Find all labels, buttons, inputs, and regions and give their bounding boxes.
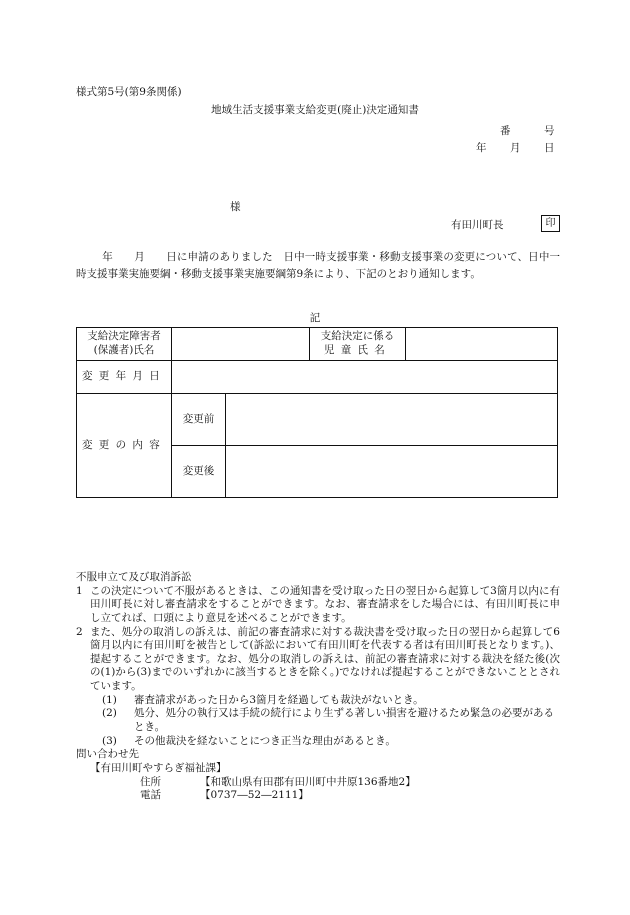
number-suffix: 号 — [544, 125, 555, 137]
seal-stamp: 印 — [541, 215, 560, 232]
change-date-value — [172, 361, 558, 394]
table-row — [77, 394, 558, 446]
change-content-label: 変更の内容 — [77, 394, 172, 498]
after-value — [226, 446, 558, 498]
contact-heading: 問い合わせ先 — [76, 748, 139, 761]
decision-table — [76, 327, 558, 498]
list-item: 1 この決定について不服があるときは、この通知書を受け取った日の翌日から起算して3箇月以内に有田川町長に対し審査請求をすることができます。なお、審査請求をした場合には、有田川町長に申し立てれば、口頭により意見を述べることができます。 — [76, 584, 560, 624]
sub-list-item: (2) 処分、処分の執行又は手続の続行により生ずる著しい損害を避けるため緊急の必要があるとき。 — [102, 707, 554, 734]
issuer: 有田川町長 — [451, 219, 504, 231]
before-value — [226, 394, 558, 446]
table-row — [77, 328, 558, 361]
child-name-label: 支給決定に係る 児童氏名 — [310, 328, 406, 361]
notice-body — [76, 249, 560, 284]
document-title: 地域生活支援事業支給変更(廃止)決定通知書 — [211, 104, 419, 116]
list-item: 2 また、処分の取消しの訴えは、前記の審査請求に対する裁決書を受け取った日の翌日から起算して6箇月以内に有田川町を被告として(訴訟において有田川町を代表する者は有田川町長となります。)、提起することができます。なお、処分の取消しの訴えは、前記の審査請求に対する裁決を経た後(次の(1)から(3)までのいずれかに該当するときを除く。)でなければ提起することができないこととされています。 — [76, 625, 560, 693]
appeal-section — [76, 571, 560, 803]
contact-address: 住所 【和歌山県有田郡有田川町中井原136番地2】 — [140, 775, 416, 788]
number-label: 番 — [500, 125, 511, 137]
change-date-label: 変更年月日 — [77, 361, 172, 394]
before-label: 変更前 — [172, 394, 226, 446]
date-day: 日 — [544, 142, 555, 154]
child-name-value — [406, 328, 558, 361]
addressee-suffix: 様 — [230, 201, 241, 213]
notice-paragraph: 年 月 日に申請のありました 日中一時支援事業・移動支援事業の変更について、日中一時支援事業実施要綱・移動支援事業実施要綱第9条により、下記のとおり通知します。 — [76, 251, 560, 281]
ki-heading: 記 — [309, 312, 321, 324]
appeal-heading: 不服申立て及び取消訴訟 — [76, 571, 192, 583]
contact-department: 【有田川町やすらぎ福祉課】 — [90, 761, 227, 774]
date-month: 月 — [510, 142, 521, 154]
guardian-name-value — [172, 328, 310, 361]
date-year: 年 — [476, 142, 487, 154]
after-label: 変更後 — [172, 446, 226, 498]
table-row — [77, 361, 558, 394]
sub-list-item: (1) 審査請求があった日から3箇月を経過しても裁決がないとき。 — [102, 693, 424, 706]
sub-list-item: (3) その他裁決を経ないことにつき正当な理由があるとき。 — [102, 734, 396, 747]
form-number: 様式第5号(第9条関係) — [76, 86, 182, 98]
contact-phone: 電話 【0737―52―2111】 — [140, 789, 309, 802]
guardian-name-label: 支給決定障害者 (保護者)氏名 — [77, 328, 172, 361]
